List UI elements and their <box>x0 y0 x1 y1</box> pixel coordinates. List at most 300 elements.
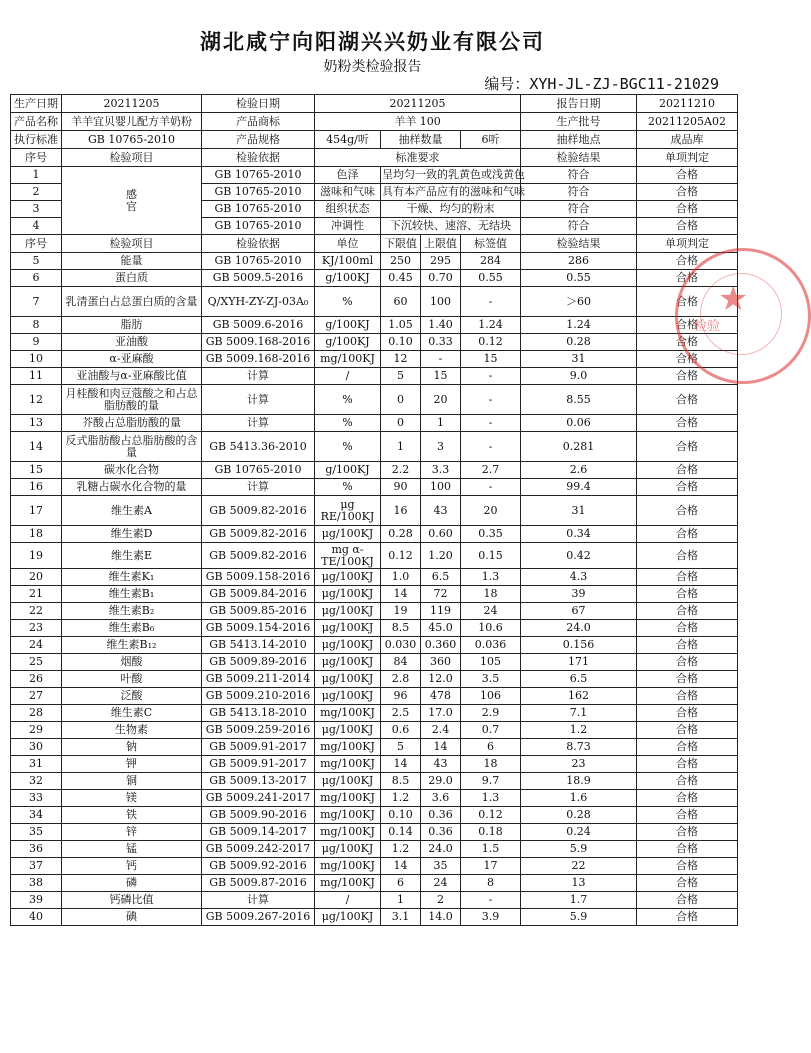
table-row <box>11 637 738 654</box>
cell-label: 284 <box>461 253 521 270</box>
sample-loc-value: 成品库 <box>637 131 738 149</box>
row-item: 滋味和气味 <box>315 184 381 201</box>
cell-label: - <box>461 892 521 909</box>
cell-low: 0.6 <box>381 722 421 739</box>
cell-no: 23 <box>11 620 62 637</box>
cell-low: 2.8 <box>381 671 421 688</box>
cell-high: 45.0 <box>421 620 461 637</box>
row-no: 1 <box>11 167 62 184</box>
cell-item: 反式脂肪酸占总脂肪酸的含量 <box>62 432 202 462</box>
report-date-value: 20211210 <box>637 95 738 113</box>
cell-result: 1.2 <box>521 722 637 739</box>
cell-judge: 合格 <box>637 253 738 270</box>
cell-no: 14 <box>11 432 62 462</box>
stamp-text: 检验 <box>694 319 721 334</box>
cell-label: 105 <box>461 654 521 671</box>
table-row <box>11 385 738 415</box>
cell-label: 0.12 <box>461 334 521 351</box>
cell-item: 锰 <box>62 841 202 858</box>
cell-low: 0.10 <box>381 334 421 351</box>
cell-item: 生物素 <box>62 722 202 739</box>
cell-result: 0.42 <box>521 543 637 569</box>
cell-low: 0 <box>381 415 421 432</box>
cell-low: 1 <box>381 432 421 462</box>
cell-item: 维生素B₁₂ <box>62 637 202 654</box>
row-judgement: 合格 <box>637 201 738 218</box>
table-row <box>11 432 738 462</box>
info-row-1 <box>11 95 738 113</box>
cell-label: 0.7 <box>461 722 521 739</box>
cell-item: 维生素D <box>62 526 202 543</box>
cell-result: 9.0 <box>521 368 637 385</box>
cell-item: 乳清蛋白占总蛋白质的含量 <box>62 287 202 317</box>
cell-judge: 合格 <box>637 739 738 756</box>
cell-label: 18 <box>461 756 521 773</box>
cell-basis: 计算 <box>202 892 315 909</box>
cell-high: 1 <box>421 415 461 432</box>
cell-high: 72 <box>421 586 461 603</box>
table-row <box>11 270 738 287</box>
sensory-header-no: 序号 <box>11 149 62 167</box>
table-row <box>11 654 738 671</box>
cell-high: 43 <box>421 756 461 773</box>
cell-low: 90 <box>381 479 421 496</box>
cell-low: 8.5 <box>381 620 421 637</box>
cell-basis: GB 5413.14-2010 <box>202 637 315 654</box>
cell-high: 3 <box>421 432 461 462</box>
table-row <box>11 705 738 722</box>
cell-judge: 合格 <box>637 807 738 824</box>
cell-low: 16 <box>381 496 421 526</box>
cell-judge: 合格 <box>637 705 738 722</box>
cell-item: 烟酸 <box>62 654 202 671</box>
table-row <box>11 688 738 705</box>
cell-unit: μg/100KJ <box>315 569 381 586</box>
cell-label: 20 <box>461 496 521 526</box>
cell-high: 1.40 <box>421 317 461 334</box>
cell-no: 31 <box>11 756 62 773</box>
cell-high: 0.33 <box>421 334 461 351</box>
cell-item: 锌 <box>62 824 202 841</box>
cell-basis: GB 5009.92-2016 <box>202 858 315 875</box>
cell-basis: GB 10765-2010 <box>202 253 315 270</box>
cell-item: 维生素E <box>62 543 202 569</box>
cell-judge: 合格 <box>637 688 738 705</box>
cell-item: 维生素B₂ <box>62 603 202 620</box>
cell-judge: 合格 <box>637 385 738 415</box>
row-result: 符合 <box>521 218 637 235</box>
cell-unit: μg/100KJ <box>315 722 381 739</box>
cell-no: 28 <box>11 705 62 722</box>
cell-item: 能量 <box>62 253 202 270</box>
cell-high: 2 <box>421 892 461 909</box>
cell-basis: GB 5009.87-2016 <box>202 875 315 892</box>
cell-label: 10.6 <box>461 620 521 637</box>
cell-low: 250 <box>381 253 421 270</box>
company-title: 湖北咸宁向阳湖兴兴奶业有限公司 <box>200 30 545 54</box>
cell-low: 2.5 <box>381 705 421 722</box>
cell-no: 25 <box>11 654 62 671</box>
cell-result: 0.55 <box>521 270 637 287</box>
production-date-label: 生产日期 <box>11 95 62 113</box>
cell-low: 1.2 <box>381 790 421 807</box>
report-table <box>10 94 738 926</box>
row-requirement: 具有本产品应有的滋味和气味 <box>381 184 521 201</box>
cell-judge: 合格 <box>637 637 738 654</box>
table-row <box>11 671 738 688</box>
table-row <box>11 496 738 526</box>
main-header-cell: 下限值 <box>381 235 421 253</box>
cell-basis: GB 5009.14-2017 <box>202 824 315 841</box>
cell-basis: GB 5009.242-2017 <box>202 841 315 858</box>
sensory-header-result: 检验结果 <box>521 149 637 167</box>
cell-item: α-亚麻酸 <box>62 351 202 368</box>
table-row <box>11 253 738 270</box>
cell-no: 29 <box>11 722 62 739</box>
cell-label: - <box>461 385 521 415</box>
cell-result: 0.28 <box>521 807 637 824</box>
cell-high: - <box>421 351 461 368</box>
cell-judge: 合格 <box>637 858 738 875</box>
cell-result: 31 <box>521 496 637 526</box>
cell-unit: μg/100KJ <box>315 603 381 620</box>
cell-item: 钙 <box>62 858 202 875</box>
cell-basis: 计算 <box>202 368 315 385</box>
stamp-star-icon: ★ <box>718 279 749 319</box>
table-row <box>11 368 738 385</box>
inspection-date-label: 检验日期 <box>202 95 315 113</box>
cell-label: 6 <box>461 739 521 756</box>
cell-low: 14 <box>381 756 421 773</box>
cell-unit: % <box>315 479 381 496</box>
cell-no: 40 <box>11 909 62 926</box>
brand-label: 产品商标 <box>202 113 315 131</box>
cell-low: 0.10 <box>381 807 421 824</box>
cell-result: 0.281 <box>521 432 637 462</box>
cell-no: 6 <box>11 270 62 287</box>
table-row <box>11 807 738 824</box>
spec-value: 454g/听 <box>315 131 381 149</box>
row-item: 组织状态 <box>315 201 381 218</box>
cell-no: 35 <box>11 824 62 841</box>
cell-basis: GB 5009.211-2014 <box>202 671 315 688</box>
cell-label: 9.7 <box>461 773 521 790</box>
cell-item: 亚油酸 <box>62 334 202 351</box>
cell-judge: 合格 <box>637 909 738 926</box>
sensory-group-label: 感 官 <box>62 167 202 235</box>
main-header-cell: 单位 <box>315 235 381 253</box>
cell-no: 17 <box>11 496 62 526</box>
cell-label: 0.35 <box>461 526 521 543</box>
table-row <box>11 287 738 317</box>
cell-basis: GB 5009.84-2016 <box>202 586 315 603</box>
cell-judge: 合格 <box>637 415 738 432</box>
cell-item: 磷 <box>62 875 202 892</box>
cell-no: 8 <box>11 317 62 334</box>
cell-result: 13 <box>521 875 637 892</box>
cell-basis: GB 5009.168-2016 <box>202 334 315 351</box>
cell-label: - <box>461 415 521 432</box>
cell-result: 7.1 <box>521 705 637 722</box>
table-row <box>11 790 738 807</box>
cell-result: 99.4 <box>521 479 637 496</box>
info-row-2 <box>11 113 738 131</box>
cell-result: 0.06 <box>521 415 637 432</box>
cell-judge: 合格 <box>637 496 738 526</box>
cell-low: 60 <box>381 287 421 317</box>
cell-unit: % <box>315 385 381 415</box>
cell-high: 2.4 <box>421 722 461 739</box>
cell-no: 24 <box>11 637 62 654</box>
sensory-header-basis: 检验依据 <box>202 149 315 167</box>
cell-unit: / <box>315 368 381 385</box>
cell-label: 0.12 <box>461 807 521 824</box>
cell-basis: GB 5009.91-2017 <box>202 756 315 773</box>
cell-no: 34 <box>11 807 62 824</box>
cell-unit: % <box>315 287 381 317</box>
cell-judge: 合格 <box>637 875 738 892</box>
cell-result: 0.34 <box>521 526 637 543</box>
cell-unit: KJ/100ml <box>315 253 381 270</box>
table-row <box>11 603 738 620</box>
cell-low: 14 <box>381 858 421 875</box>
main-header-cell: 上限值 <box>421 235 461 253</box>
cell-judge: 合格 <box>637 892 738 909</box>
cell-judge: 合格 <box>637 543 738 569</box>
table-row <box>11 858 738 875</box>
cell-high: 6.5 <box>421 569 461 586</box>
product-name-label: 产品名称 <box>11 113 62 131</box>
row-result: 符合 <box>521 201 637 218</box>
table-row <box>11 569 738 586</box>
cell-item: 乳糖占碳水化合物的量 <box>62 479 202 496</box>
cell-result: 8.55 <box>521 385 637 415</box>
row-result: 符合 <box>521 167 637 184</box>
cell-basis: GB 5009.82-2016 <box>202 526 315 543</box>
cell-unit: % <box>315 432 381 462</box>
cell-basis: GB 5009.90-2016 <box>202 807 315 824</box>
cell-unit: g/100KJ <box>315 270 381 287</box>
table-row <box>11 526 738 543</box>
sample-qty-value: 6听 <box>461 131 521 149</box>
cell-high: 15 <box>421 368 461 385</box>
row-requirement: 下沉较快、速溶、无结块 <box>381 218 521 235</box>
cell-high: 20 <box>421 385 461 415</box>
cell-basis: GB 5009.154-2016 <box>202 620 315 637</box>
cell-basis: GB 5009.168-2016 <box>202 351 315 368</box>
cell-basis: GB 5009.13-2017 <box>202 773 315 790</box>
cell-basis: 计算 <box>202 415 315 432</box>
cell-judge: 合格 <box>637 317 738 334</box>
cell-low: 5 <box>381 739 421 756</box>
cell-high: 17.0 <box>421 705 461 722</box>
cell-unit: mg/100KJ <box>315 875 381 892</box>
row-basis: GB 10765-2010 <box>202 201 315 218</box>
cell-high: 24.0 <box>421 841 461 858</box>
cell-result: 23 <box>521 756 637 773</box>
cell-unit: % <box>315 415 381 432</box>
cell-result: 39 <box>521 586 637 603</box>
main-header-cell: 检验项目 <box>62 235 202 253</box>
cell-result: 162 <box>521 688 637 705</box>
table-row <box>11 586 738 603</box>
cell-unit: μg/100KJ <box>315 620 381 637</box>
row-no: 2 <box>11 184 62 201</box>
cell-item: 钙磷比值 <box>62 892 202 909</box>
cell-judge: 合格 <box>637 722 738 739</box>
cell-label: 1.3 <box>461 569 521 586</box>
cell-item: 维生素B₆ <box>62 620 202 637</box>
cell-judge: 合格 <box>637 841 738 858</box>
cell-no: 13 <box>11 415 62 432</box>
cell-label: 1.24 <box>461 317 521 334</box>
cell-result: 22 <box>521 858 637 875</box>
product-name-value: 羊羊宜贝婴儿配方羊奶粉 <box>62 113 202 131</box>
cell-no: 20 <box>11 569 62 586</box>
cell-low: 96 <box>381 688 421 705</box>
cell-unit: mg/100KJ <box>315 790 381 807</box>
cell-label: 2.9 <box>461 705 521 722</box>
production-date-value: 20211205 <box>62 95 202 113</box>
cell-high: 1.20 <box>421 543 461 569</box>
info-row-3 <box>11 131 738 149</box>
table-row <box>11 722 738 739</box>
cell-judge: 合格 <box>637 671 738 688</box>
cell-low: 1 <box>381 892 421 909</box>
cell-unit: μg/100KJ <box>315 909 381 926</box>
cell-unit: mg/100KJ <box>315 756 381 773</box>
cell-unit: mg/100KJ <box>315 824 381 841</box>
standard-value: GB 10765-2010 <box>62 131 202 149</box>
cell-low: 1.0 <box>381 569 421 586</box>
cell-label: 3.9 <box>461 909 521 926</box>
cell-item: 泛酸 <box>62 688 202 705</box>
table-row <box>11 543 738 569</box>
cell-basis: GB 5009.82-2016 <box>202 543 315 569</box>
cell-label: 17 <box>461 858 521 875</box>
cell-judge: 合格 <box>637 603 738 620</box>
cell-basis: GB 5009.91-2017 <box>202 739 315 756</box>
cell-judge: 合格 <box>637 368 738 385</box>
cell-high: 14 <box>421 739 461 756</box>
table-row <box>11 841 738 858</box>
row-result: 符合 <box>521 184 637 201</box>
cell-high: 100 <box>421 479 461 496</box>
cell-basis: GB 5413.36-2010 <box>202 432 315 462</box>
cell-result: 5.9 <box>521 909 637 926</box>
cell-low: 1.05 <box>381 317 421 334</box>
batch-value: 20211205A02 <box>637 113 738 131</box>
cell-low: 0.030 <box>381 637 421 654</box>
cell-unit: mg/100KJ <box>315 807 381 824</box>
cell-unit: μg/100KJ <box>315 526 381 543</box>
table-row <box>11 739 738 756</box>
row-item: 色泽 <box>315 167 381 184</box>
cell-result: 1.24 <box>521 317 637 334</box>
cell-basis: GB 5009.259-2016 <box>202 722 315 739</box>
cell-result: 18.9 <box>521 773 637 790</box>
cell-basis: GB 5009.82-2016 <box>202 496 315 526</box>
cell-judge: 合格 <box>637 654 738 671</box>
cell-result: 171 <box>521 654 637 671</box>
row-no: 3 <box>11 201 62 218</box>
table-row <box>11 334 738 351</box>
cell-judge: 合格 <box>637 351 738 368</box>
row-judgement: 合格 <box>637 184 738 201</box>
cell-high: 0.36 <box>421 824 461 841</box>
table-row <box>11 909 738 926</box>
table-row <box>11 415 738 432</box>
cell-judge: 合格 <box>637 432 738 462</box>
cell-low: 19 <box>381 603 421 620</box>
cell-item: 铁 <box>62 807 202 824</box>
cell-no: 33 <box>11 790 62 807</box>
cell-high: 0.36 <box>421 807 461 824</box>
main-header-cell: 序号 <box>11 235 62 253</box>
cell-item: 维生素C <box>62 705 202 722</box>
cell-high: 14.0 <box>421 909 461 926</box>
cell-item: 芥酸占总脂肪酸的量 <box>62 415 202 432</box>
cell-low: 84 <box>381 654 421 671</box>
spec-label: 产品规格 <box>202 131 315 149</box>
row-judgement: 合格 <box>637 167 738 184</box>
sample-loc-label: 抽样地点 <box>521 131 637 149</box>
cell-judge: 合格 <box>637 287 738 317</box>
cell-no: 38 <box>11 875 62 892</box>
cell-unit: g/100KJ <box>315 334 381 351</box>
cell-low: 14 <box>381 586 421 603</box>
cell-label: 8 <box>461 875 521 892</box>
table-row <box>11 620 738 637</box>
cell-unit: mg/100KJ <box>315 705 381 722</box>
cell-high: 0.360 <box>421 637 461 654</box>
row-judgement: 合格 <box>637 218 738 235</box>
cell-label: 106 <box>461 688 521 705</box>
cell-low: 8.5 <box>381 773 421 790</box>
cell-label: 0.18 <box>461 824 521 841</box>
cell-result: 1.7 <box>521 892 637 909</box>
cell-high: 360 <box>421 654 461 671</box>
cell-judge: 合格 <box>637 462 738 479</box>
cell-result: 67 <box>521 603 637 620</box>
table-row <box>11 756 738 773</box>
cell-low: 1.2 <box>381 841 421 858</box>
cell-basis: GB 5009.210-2016 <box>202 688 315 705</box>
cell-high: 295 <box>421 253 461 270</box>
cell-low: 2.2 <box>381 462 421 479</box>
cell-basis: GB 5009.85-2016 <box>202 603 315 620</box>
cell-no: 15 <box>11 462 62 479</box>
cell-item: 维生素B₁ <box>62 586 202 603</box>
cell-low: 0 <box>381 385 421 415</box>
cell-unit: / <box>315 892 381 909</box>
cell-no: 27 <box>11 688 62 705</box>
cell-result: 31 <box>521 351 637 368</box>
cell-high: 3.3 <box>421 462 461 479</box>
cell-basis: GB 5009.267-2016 <box>202 909 315 926</box>
cell-label: 18 <box>461 586 521 603</box>
table-row <box>11 317 738 334</box>
cell-no: 18 <box>11 526 62 543</box>
row-basis: GB 10765-2010 <box>202 218 315 235</box>
cell-result: 286 <box>521 253 637 270</box>
cell-no: 7 <box>11 287 62 317</box>
cell-high: 24 <box>421 875 461 892</box>
cell-judge: 合格 <box>637 334 738 351</box>
cell-low: 0.28 <box>381 526 421 543</box>
cell-label: 0.15 <box>461 543 521 569</box>
cell-high: 29.0 <box>421 773 461 790</box>
